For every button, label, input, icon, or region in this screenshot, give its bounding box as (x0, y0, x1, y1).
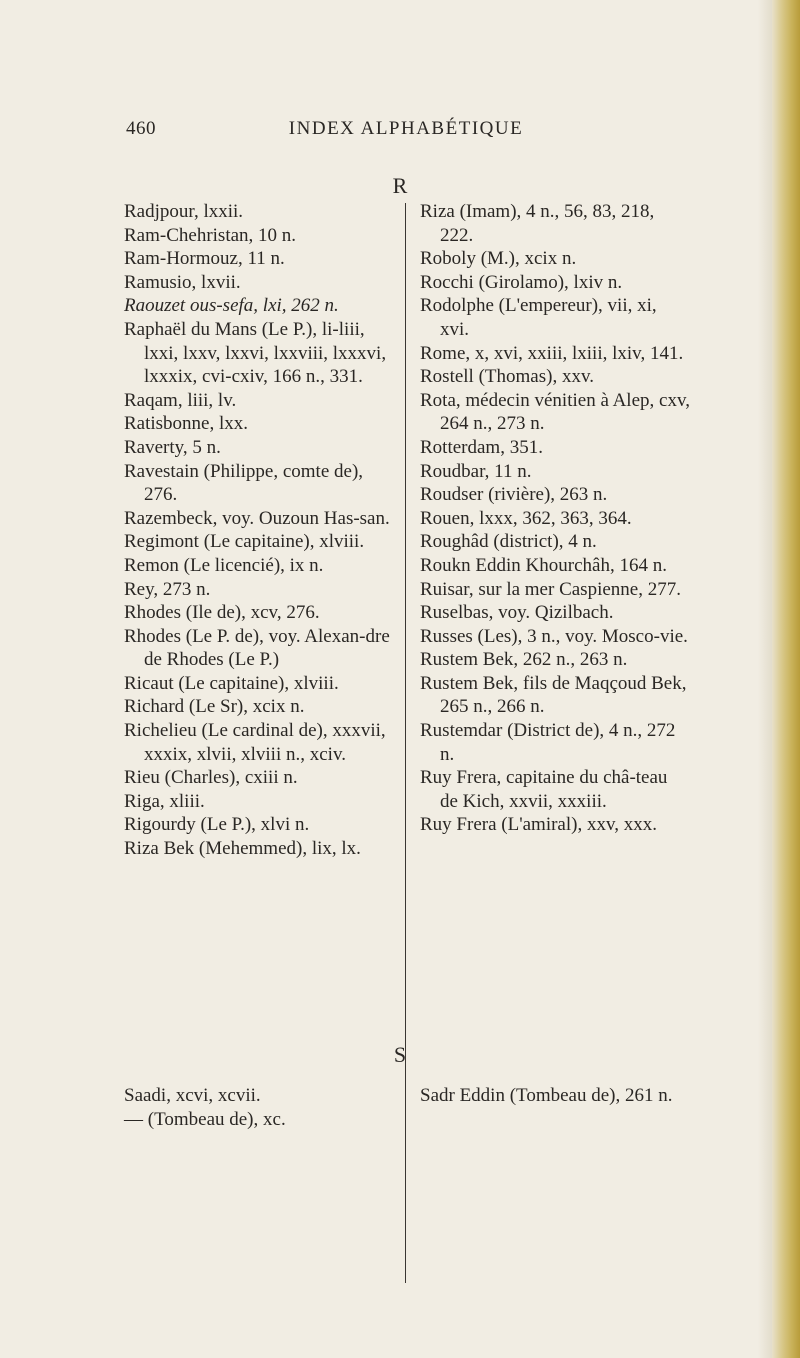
index-entry: Rieu (Charles), cxiii n. (124, 767, 298, 789)
index-entry: Ruselbas, voy. Qizilbach. (420, 602, 614, 624)
index-entry: Roukn Eddin Khourchâh, 164 n. (420, 554, 667, 576)
section-s-right-column (420, 1084, 690, 1108)
index-entry: Roudbar, 11 n. (420, 460, 532, 482)
index-entry: Rome, x, xvi, xxiii, lxiii, lxiv, 141. (420, 342, 684, 364)
index-entry: Richard (Le Sr), xcix n. (124, 696, 305, 718)
index-entry: Ram-Hormouz, 11 n. (124, 248, 285, 270)
index-entry: Rostell (Thomas), xxv. (420, 366, 594, 388)
index-entry: Rustemdar (District de), 4 n., 272 n. (420, 720, 676, 765)
index-entry: Ruy Frera, capitaine du châ-teau de Kich, xxvii, xxxiii. (420, 767, 668, 812)
index-entry: Raouzet ous-sefa, lxi, 262 n. (124, 295, 339, 317)
index-entry: Rotterdam, 351. (420, 436, 543, 458)
index-entry: Radjpour, lxxii. (124, 201, 244, 222)
index-entry: Ricaut (Le capitaine), xlviii. (124, 672, 339, 694)
index-entry: Raverty, 5 n. (124, 436, 221, 458)
index-entry: Riza (Imam), 4 n., 56, 83, 218, 222. (420, 201, 655, 246)
index-entry: Sadr Eddin (Tombeau de), 261 n. (420, 1085, 673, 1106)
index-entry: Rhodes (Le P. de), voy. Alexan-dre de Rhodes (Le P.) (124, 625, 390, 671)
index-entry: Ravestain (Philippe, comte de), 276. (124, 460, 364, 506)
gilded-page-edge (772, 0, 800, 1358)
index-entry: Ratisbonne, lxx. (124, 413, 249, 435)
section-letter-r: R (392, 173, 408, 198)
index-entry: Richelieu (Le cardinal de), xxxvii, xxxix, xlvii, xlviii n., xciv. (124, 720, 386, 765)
index-entry: Russes (Les), 3 n., voy. Mosco-vie. (420, 625, 688, 647)
running-head (126, 118, 686, 142)
index-entry: Regimont (Le capitaine), xlviii. (124, 531, 365, 553)
index-entry: Razembeck, voy. Ouzoun Has-san. (124, 507, 390, 529)
index-entry: Roudser (rivière), 263 n. (420, 484, 608, 506)
index-entry: Raphaël du Mans (Le P.), li-liii, lxxi, lxxv, lxxvi, lxxviii, lxxxvi, lxxxix, cvi-cxiv, 166 n., 331. (124, 318, 387, 388)
index-entry: Rodolphe (L'empereur), vii, xi, xvi. (420, 295, 657, 340)
index-entry: Rustem Bek, fils de Maqçoud Bek, 265 n., 266 n. (420, 672, 687, 718)
section-letter-s: S (393, 1042, 407, 1067)
index-entry: Ram-Chehristan, 10 n. (124, 224, 297, 246)
page-edge-shadow (758, 0, 772, 1358)
index-entry: Rustem Bek, 262 n., 263 n. (420, 649, 628, 671)
index-entry: Rocchi (Girolamo), lxiv n. (420, 271, 623, 293)
index-entry: Rhodes (Ile de), xcv, 276. (124, 602, 320, 624)
index-entry: Ramusio, lxvii. (124, 271, 241, 293)
index-entry: Riga, xliii. (124, 790, 205, 812)
index-entry: Ruisar, sur la mer Caspienne, 277. (420, 578, 681, 600)
page-number: 460 (126, 118, 156, 139)
index-entry: Riza Bek (Mehemmed), lix, lx. (124, 838, 361, 860)
index-entry: Rota, médecin vénitien à Alep, cxv, 264 n., 273 n. (420, 389, 690, 435)
index-entry: Roboly (M.), xcix n. (420, 248, 577, 270)
index-entry: Saadi, xcvi, xcvii. (124, 1085, 261, 1106)
index-entry: Rey, 273 n. (124, 578, 211, 600)
section-r-right-column (420, 200, 690, 837)
index-entry: — (Tombeau de), xc. (124, 1108, 286, 1130)
section-r-left-column (124, 200, 394, 861)
index-entry: Rouen, lxxx, 362, 363, 364. (420, 507, 632, 529)
index-entry: Raqam, liii, lv. (124, 389, 237, 411)
index-entry: Roughâd (district), 4 n. (420, 531, 597, 553)
index-entry: Remon (Le licencié), ix n. (124, 554, 324, 576)
index-entry: Rigourdy (Le P.), xlvi n. (124, 814, 310, 836)
column-divider (405, 1086, 406, 1130)
index-entry: Ruy Frera (L'amiral), xxv, xxx. (420, 814, 657, 836)
section-s-left-column (124, 1084, 394, 1131)
header-title: INDEX ALPHABÉTIQUE (288, 118, 524, 139)
